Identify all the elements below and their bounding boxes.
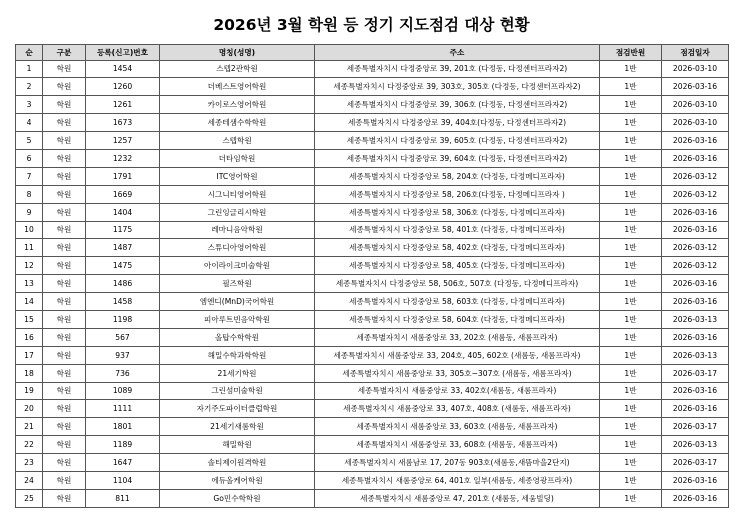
cell-index: 23 [16, 454, 43, 472]
cell-inspector-team: 1반 [600, 436, 662, 454]
cell-index: 10 [16, 221, 43, 239]
cell-registration-number: 1189 [86, 436, 160, 454]
cell-inspection-date: 2026-03-17 [662, 418, 729, 436]
table-row [16, 364, 729, 382]
table-row [16, 436, 729, 454]
cell-name: 아이라이크미술학원 [160, 257, 315, 275]
table-row [16, 114, 729, 132]
cell-name: 레마니음악학원 [160, 221, 315, 239]
cell-inspection-date: 2026-03-16 [662, 400, 729, 418]
cell-registration-number: 1801 [86, 418, 160, 436]
cell-registration-number: 1454 [86, 60, 160, 78]
cell-index: 14 [16, 293, 43, 311]
cell-category: 학원 [43, 78, 86, 96]
cell-index: 3 [16, 96, 43, 114]
cell-inspector-team: 1반 [600, 203, 662, 221]
cell-inspection-date: 2026-03-13 [662, 346, 729, 364]
table-row [16, 471, 729, 489]
table-row [16, 60, 729, 78]
cell-inspector-team: 1반 [600, 239, 662, 257]
cell-name: 더타임학원 [160, 149, 315, 167]
cell-index: 11 [16, 239, 43, 257]
cell-name: 필즈학원 [160, 275, 315, 293]
cell-index: 25 [16, 489, 43, 507]
cell-name: 해밀수학과학학원 [160, 346, 315, 364]
cell-inspector-team: 1반 [600, 114, 662, 132]
table-row [16, 185, 729, 203]
cell-address: 세종특별자치시 다정중앙로 39, 404호(다정동, 다정센터프라자2) [315, 114, 600, 132]
cell-inspection-date: 2026-03-16 [662, 382, 729, 400]
cell-name: 세종테샘수학학원 [160, 114, 315, 132]
cell-name: Go민수학학원 [160, 489, 315, 507]
cell-inspection-date: 2026-03-16 [662, 293, 729, 311]
inspection-table [15, 44, 729, 508]
cell-index: 6 [16, 149, 43, 167]
table-row [16, 96, 729, 114]
cell-registration-number: 736 [86, 364, 160, 382]
cell-registration-number: 1791 [86, 167, 160, 185]
cell-address: 세종특별자치시 다정중앙로 58, 204호 (다정동, 다정메디프라자) [315, 167, 600, 185]
table-row [16, 257, 729, 275]
table-row [16, 203, 729, 221]
header-name: 명칭(성명) [160, 45, 315, 61]
cell-category: 학원 [43, 203, 86, 221]
cell-name: 스튜디아영어학원 [160, 239, 315, 257]
cell-address: 세종특별자치시 다정중앙로 58, 603호 (다정동, 다정메디프라자) [315, 293, 600, 311]
cell-address: 세종특별자치시 새롬중앙로 33, 202호 (새롬동, 새롬프라자) [315, 328, 600, 346]
cell-index: 19 [16, 382, 43, 400]
cell-address: 세종특별자치시 새롬중앙로 33, 407호, 408호 (새롬동, 새롬프라자) [315, 400, 600, 418]
cell-inspection-date: 2026-03-13 [662, 436, 729, 454]
table-row [16, 489, 729, 507]
cell-address: 세종특별자치시 다정중앙로 39, 306호 (다정동, 다정센터프라자2) [315, 96, 600, 114]
cell-name: 엠엔디(MnD)국어학원 [160, 293, 315, 311]
cell-name: 21세기새롬학원 [160, 418, 315, 436]
cell-inspection-date: 2026-03-12 [662, 257, 729, 275]
cell-registration-number: 1647 [86, 454, 160, 472]
cell-inspector-team: 1반 [600, 328, 662, 346]
header-index: 순 [16, 45, 43, 61]
cell-registration-number: 1486 [86, 275, 160, 293]
header-category: 구분 [43, 45, 86, 61]
cell-address: 세종특별자치시 새롬중앙로 47, 201호 (새롬동, 세움빌딩) [315, 489, 600, 507]
cell-inspection-date: 2026-03-16 [662, 149, 729, 167]
cell-index: 20 [16, 400, 43, 418]
cell-name: 스텝학원 [160, 132, 315, 150]
cell-category: 학원 [43, 364, 86, 382]
cell-index: 1 [16, 60, 43, 78]
cell-inspection-date: 2026-03-10 [662, 96, 729, 114]
cell-address: 세종특별자치시 다정중앙로 39, 605호 (다정동, 다정센터프라자2) [315, 132, 600, 150]
cell-address: 세종특별자치시 다정중앙로 58, 604호 (다정동, 다정메디프라자) [315, 310, 600, 328]
cell-category: 학원 [43, 400, 86, 418]
cell-name: 피아루트빈음악학원 [160, 310, 315, 328]
cell-index: 16 [16, 328, 43, 346]
cell-inspection-date: 2026-03-16 [662, 328, 729, 346]
cell-inspector-team: 1반 [600, 221, 662, 239]
cell-category: 학원 [43, 257, 86, 275]
cell-name: 더베스트영어학원 [160, 78, 315, 96]
cell-registration-number: 1089 [86, 382, 160, 400]
cell-index: 17 [16, 346, 43, 364]
cell-address: 세종특별자치시 다정중앙로 58, 405호 (다정동, 다정메디프라자) [315, 257, 600, 275]
cell-registration-number: 567 [86, 328, 160, 346]
cell-inspection-date: 2026-03-12 [662, 167, 729, 185]
cell-registration-number: 1261 [86, 96, 160, 114]
cell-index: 7 [16, 167, 43, 185]
cell-inspector-team: 1반 [600, 275, 662, 293]
table-row [16, 346, 729, 364]
cell-address: 세종특별자치시 다정중앙로 39, 303호, 305호 (다정동, 다정센터프라자2) [315, 78, 600, 96]
cell-category: 학원 [43, 275, 86, 293]
cell-address: 세종특별자치시 새롬남로 17, 207동 903호(새롬동,새뜸마을2단지) [315, 454, 600, 472]
cell-category: 학원 [43, 167, 86, 185]
cell-inspector-team: 1반 [600, 149, 662, 167]
cell-registration-number: 1260 [86, 78, 160, 96]
header-registration-number: 등록(신고)번호 [86, 45, 160, 61]
page-title: 2026년 3월 학원 등 정기 지도점검 대상 현황 [213, 16, 530, 34]
table-row [16, 382, 729, 400]
header-address: 주소 [315, 45, 600, 61]
cell-address: 세종특별자치시 새롬중앙로 33, 305호~307호 (새롬동, 새롬프라자) [315, 364, 600, 382]
cell-name: 시그니티영어학원 [160, 185, 315, 203]
cell-name: 솔티제이원격학원 [160, 454, 315, 472]
table-row [16, 132, 729, 150]
cell-registration-number: 1673 [86, 114, 160, 132]
cell-index: 13 [16, 275, 43, 293]
cell-category: 학원 [43, 96, 86, 114]
cell-inspection-date: 2026-03-16 [662, 78, 729, 96]
cell-registration-number: 811 [86, 489, 160, 507]
cell-registration-number: 1198 [86, 310, 160, 328]
cell-category: 학원 [43, 239, 86, 257]
cell-inspector-team: 1반 [600, 60, 662, 78]
cell-address: 세종특별자치시 다정중앙로 39, 201호 (다정동, 다정센터프라자2) [315, 60, 600, 78]
cell-inspection-date: 2026-03-16 [662, 489, 729, 507]
cell-address: 세종특별자치시 다정중앙로 58, 206호(다정동, 다정메디프라자 ) [315, 185, 600, 203]
cell-address: 세종특별자치시 새롬중앙로 33, 608호 (새롬동, 새롬프라자) [315, 436, 600, 454]
cell-inspector-team: 1반 [600, 132, 662, 150]
cell-registration-number: 1257 [86, 132, 160, 150]
cell-address: 세종특별자치시 새롬중앙로 33, 204호, 405, 602호 (새롬동, 새롬프라자) [315, 346, 600, 364]
cell-index: 5 [16, 132, 43, 150]
table-row [16, 293, 729, 311]
cell-inspector-team: 1반 [600, 167, 662, 185]
cell-category: 학원 [43, 436, 86, 454]
cell-category: 학원 [43, 221, 86, 239]
cell-inspection-date: 2026-03-16 [662, 221, 729, 239]
cell-index: 9 [16, 203, 43, 221]
cell-address: 세종특별자치시 다정중앙로 58, 506호, 507호 (다정동, 다정메디프라자) [315, 275, 600, 293]
cell-inspector-team: 1반 [600, 489, 662, 507]
cell-inspector-team: 1반 [600, 257, 662, 275]
cell-name: 해밀학원 [160, 436, 315, 454]
cell-index: 21 [16, 418, 43, 436]
cell-category: 학원 [43, 471, 86, 489]
cell-inspection-date: 2026-03-10 [662, 60, 729, 78]
cell-inspector-team: 1반 [600, 346, 662, 364]
cell-inspection-date: 2026-03-12 [662, 239, 729, 257]
cell-inspection-date: 2026-03-12 [662, 185, 729, 203]
cell-registration-number: 1458 [86, 293, 160, 311]
cell-inspection-date: 2026-03-16 [662, 203, 729, 221]
table-row [16, 310, 729, 328]
cell-inspection-date: 2026-03-16 [662, 275, 729, 293]
cell-registration-number: 1111 [86, 400, 160, 418]
cell-address: 세종특별자치시 다정중앙로 39, 604호 (다정동, 다정센터프라자2) [315, 149, 600, 167]
table-row [16, 454, 729, 472]
header-inspection-date: 점검일자 [662, 45, 729, 61]
cell-inspector-team: 1반 [600, 293, 662, 311]
table-row [16, 239, 729, 257]
cell-inspection-date: 2026-03-17 [662, 364, 729, 382]
cell-name: 카이로스영어학원 [160, 96, 315, 114]
cell-address: 세종특별자치시 새롬중앙로 64, 401호 일부(새롬동, 세종영광프라자) [315, 471, 600, 489]
cell-registration-number: 1404 [86, 203, 160, 221]
table-body [16, 60, 729, 507]
cell-address: 세종특별자치시 다정중앙로 58, 401호 (다정동, 다정메디프라자) [315, 221, 600, 239]
header-inspector-team: 점검반원 [600, 45, 662, 61]
cell-category: 학원 [43, 293, 86, 311]
cell-inspector-team: 1반 [600, 78, 662, 96]
cell-inspector-team: 1반 [600, 400, 662, 418]
table-row [16, 78, 729, 96]
cell-inspection-date: 2026-03-16 [662, 471, 729, 489]
cell-name: 자기주도파이터클럽학원 [160, 400, 315, 418]
cell-name: ITC영어학원 [160, 167, 315, 185]
cell-registration-number: 937 [86, 346, 160, 364]
cell-inspection-date: 2026-03-10 [662, 114, 729, 132]
cell-inspector-team: 1반 [600, 185, 662, 203]
cell-index: 15 [16, 310, 43, 328]
cell-name: 스텝2관학원 [160, 60, 315, 78]
table-row [16, 167, 729, 185]
cell-registration-number: 1232 [86, 149, 160, 167]
cell-index: 12 [16, 257, 43, 275]
table-row [16, 328, 729, 346]
cell-inspector-team: 1반 [600, 454, 662, 472]
cell-inspector-team: 1반 [600, 471, 662, 489]
cell-inspector-team: 1반 [600, 364, 662, 382]
cell-category: 학원 [43, 310, 86, 328]
cell-address: 세종특별자치시 새롬중앙로 33, 402호(새롬동, 새롬프라자) [315, 382, 600, 400]
cell-registration-number: 1669 [86, 185, 160, 203]
cell-category: 학원 [43, 114, 86, 132]
cell-index: 24 [16, 471, 43, 489]
cell-category: 학원 [43, 132, 86, 150]
cell-category: 학원 [43, 382, 86, 400]
cell-index: 18 [16, 364, 43, 382]
cell-inspector-team: 1반 [600, 96, 662, 114]
table-row [16, 400, 729, 418]
table-row [16, 275, 729, 293]
cell-category: 학원 [43, 454, 86, 472]
table-row [16, 221, 729, 239]
cell-category: 학원 [43, 149, 86, 167]
cell-address: 세종특별자치시 새롬중앙로 33, 603호 (새롬동, 새롬프라자) [315, 418, 600, 436]
table-row [16, 418, 729, 436]
cell-inspector-team: 1반 [600, 418, 662, 436]
cell-category: 학원 [43, 418, 86, 436]
cell-address: 세종특별자치시 다정중앙로 58, 306호 (다정동, 다정메디프라자) [315, 203, 600, 221]
table-row [16, 149, 729, 167]
cell-index: 4 [16, 114, 43, 132]
cell-name: 21세기학원 [160, 364, 315, 382]
cell-category: 학원 [43, 489, 86, 507]
cell-registration-number: 1487 [86, 239, 160, 257]
cell-name: 그린잉글리시학원 [160, 203, 315, 221]
cell-category: 학원 [43, 328, 86, 346]
cell-registration-number: 1104 [86, 471, 160, 489]
cell-registration-number: 1475 [86, 257, 160, 275]
cell-inspector-team: 1반 [600, 310, 662, 328]
cell-inspector-team: 1반 [600, 382, 662, 400]
cell-inspection-date: 2026-03-16 [662, 132, 729, 150]
cell-registration-number: 1175 [86, 221, 160, 239]
cell-category: 학원 [43, 60, 86, 78]
cell-inspection-date: 2026-03-17 [662, 454, 729, 472]
cell-index: 2 [16, 78, 43, 96]
cell-name: 에듀올케어학원 [160, 471, 315, 489]
cell-name: 그린섬미술학원 [160, 382, 315, 400]
cell-category: 학원 [43, 185, 86, 203]
cell-index: 22 [16, 436, 43, 454]
cell-address: 세종특별자치시 다정중앙로 58, 402호 (다정동, 다정메디프라자) [315, 239, 600, 257]
cell-name: 올탑수학학원 [160, 328, 315, 346]
cell-category: 학원 [43, 346, 86, 364]
cell-index: 8 [16, 185, 43, 203]
header-row [16, 45, 729, 61]
cell-inspection-date: 2026-03-13 [662, 310, 729, 328]
